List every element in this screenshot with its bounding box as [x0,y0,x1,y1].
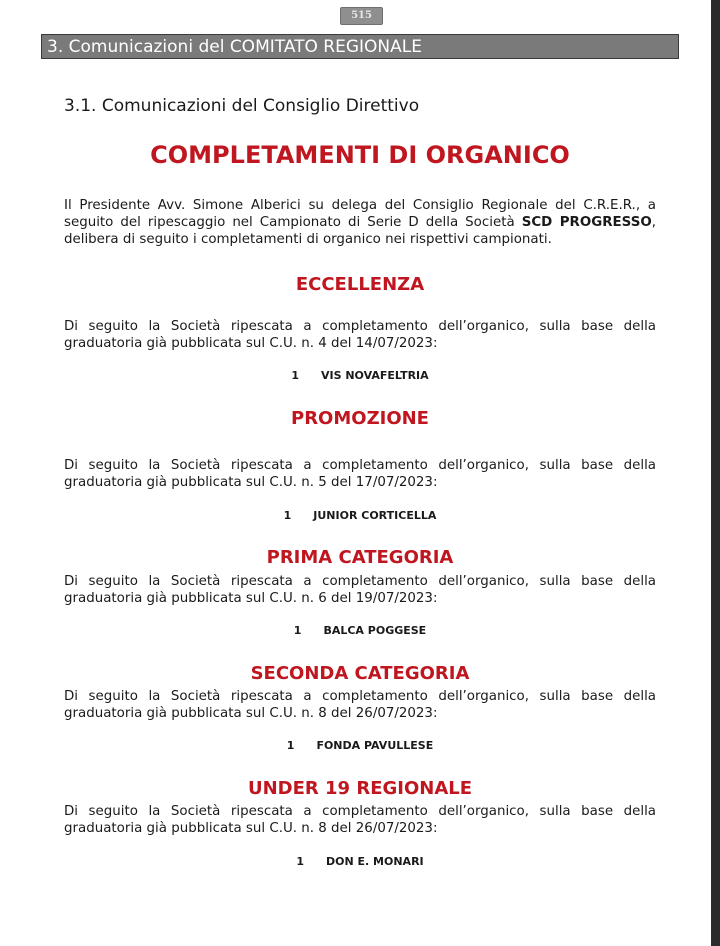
club-name: FONDA PAVULLESE [316,739,434,752]
club-row-under-19 [0,855,720,868]
club-name: BALCA POGGESE [323,624,427,637]
category-title-seconda-categoria: SECONDA CATEGORIA [250,663,470,684]
subsection-title: 3.1. Comunicazioni del Consiglio Direttivo [64,96,420,116]
intro-text-before: Il Presidente Avv. Simone Alberici su delega del Consiglio Regionale del C.R.E.R., a seguito del ripescaggio nel Campionato di Serie D della Società [64,198,656,230]
club-name: JUNIOR CORTICELLA [313,509,437,522]
club-row-prima-categoria [0,624,720,637]
club-row-eccellenza [0,369,720,382]
category-text-eccellenza: Di seguito la Società ripescata a completamento dell’organico, sulla base della graduatoria già pubblicata sul C.U. n. 4 del 14/07/2023: [64,319,656,351]
category-text-seconda-categoria: Di seguito la Società ripescata a completamento dell’organico, sulla base della graduatoria già pubblicata sul C.U. n. 8 del 26/07/2023: [64,689,656,721]
club-name: DON E. MONARI [326,855,424,868]
category-text-promozione: Di seguito la Società ripescata a completamento dell’organico, sulla base della graduatoria già pubblicata sul C.U. n. 5 del 17/07/2023: [64,458,656,490]
category-title-under-19: UNDER 19 REGIONALE [247,778,473,799]
club-row-promozione [0,509,720,522]
page-number-badge: 515 [340,7,383,25]
main-title: COMPLETAMENTI DI ORGANICO [150,141,570,169]
intro-text-after: , delibera di seguito i completamenti di organico nei rispettivi campionati. [64,215,656,247]
category-title-prima-categoria: PRIMA CATEGORIA [266,547,454,568]
club-rank: 1 [296,855,305,868]
intro-bold-club: SCD PROGRESSO [521,215,652,230]
club-row-seconda-categoria [0,739,720,752]
intro-paragraph [64,197,656,248]
club-name: VIS NOVAFELTRIA [320,369,429,382]
club-rank: 1 [293,624,302,637]
club-rank: 1 [283,509,292,522]
category-text-prima-categoria: Di seguito la Società ripescata a completamento dell’organico, sulla base della graduatoria già pubblicata sul C.U. n. 6 del 19/07/2023: [64,574,656,606]
section-header: 3. Comunicazioni del COMITATO REGIONALE [41,34,679,59]
club-rank: 1 [286,739,295,752]
category-title-eccellenza: ECCELLENZA [295,274,425,295]
club-rank: 1 [291,369,299,382]
category-title-promozione: PROMOZIONE [291,408,429,429]
category-text-under-19: Di seguito la Società ripescata a completamento dell’organico, sulla base della graduatoria già pubblicata sul C.U. n. 8 del 26/07/2023: [64,804,656,836]
